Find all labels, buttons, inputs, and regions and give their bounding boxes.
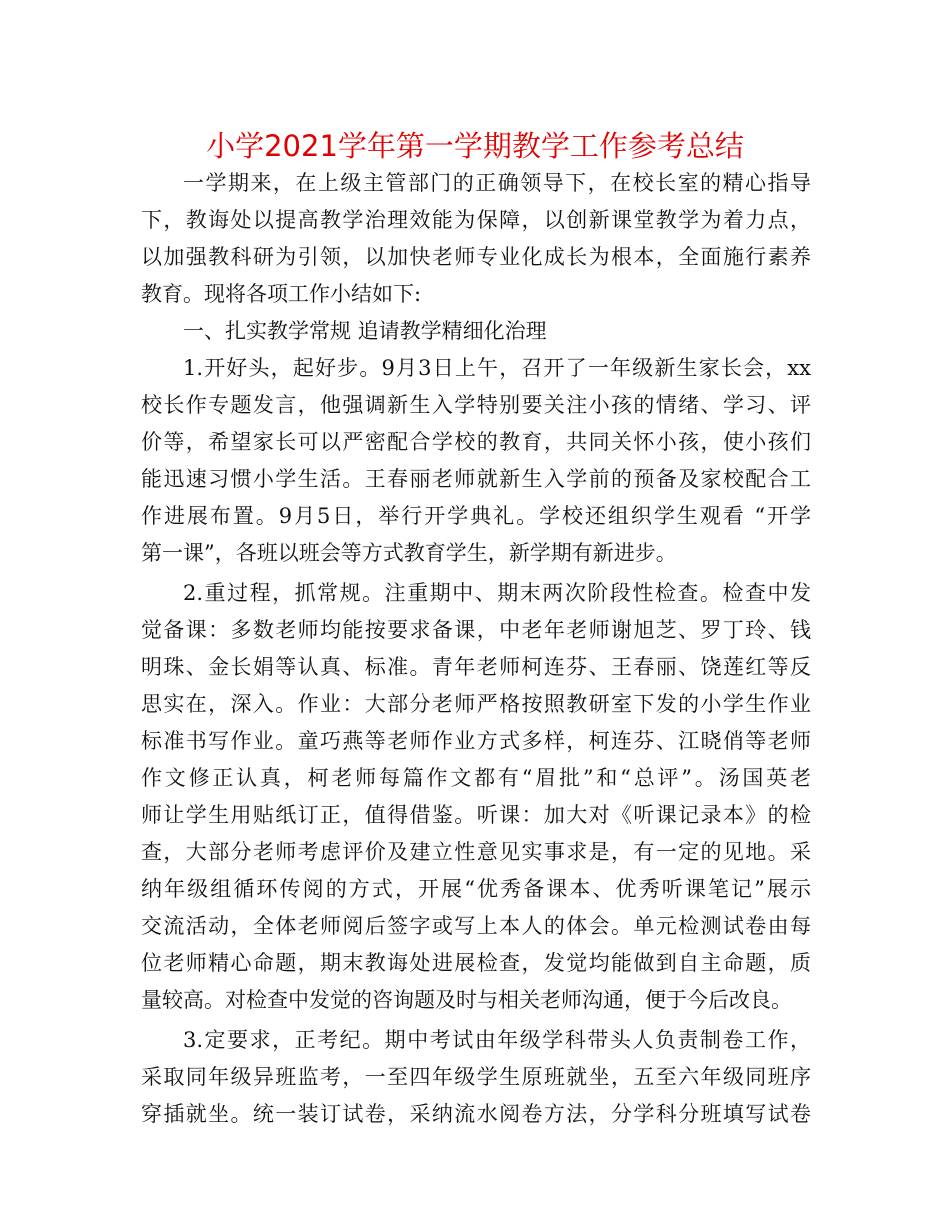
text-line: 查，大部分老师考虑评价及建立性意见实事求是，有一定的见地。采 (141, 840, 811, 864)
text-line: 采取同年级异班监考，一至四年级学生原班就坐，五至六年级同班序 (141, 1065, 811, 1089)
text-line: 觉备课：多数老师均能按要求备课，中老年老师谢旭芝、罗丁玲、钱 (141, 618, 811, 642)
text-line: 能迅速习惯小学生活。王春丽老师就新生入学前的预备及家校配合工 (141, 467, 811, 491)
text-line: 作文修正认真，柯老师每篇作文都有“眉批”和“总评”。汤国英老 (141, 766, 811, 790)
text-line: 教育。现将各项工作小结如下: (141, 282, 422, 306)
text-line: 位老师精心命题，期末教诲处进展检查，发觉均能做到自主命题，质 (141, 951, 811, 975)
text-line: 师让学生用贴纸订正，值得借鉴。听课：加大对《听课记录本》的检 (141, 803, 811, 827)
paragraph-item-2 (141, 575, 811, 1019)
text-line: 交流活动，全体老师阅后签字或写上本人的体会。单元检测试卷由每 (141, 914, 811, 938)
text-line: 明珠、金长娟等认真、标准。青年老师柯连芬、王春丽、饶莲红等反 (141, 655, 811, 679)
text-line: 思实在，深入。作业：大部分老师严格按照教研室下发的小学生作业 (141, 692, 811, 716)
text-line: 2.重过程，抓常规。注重期中、期末两次阶段性检查。检查中发 (183, 581, 811, 605)
section-heading (141, 313, 811, 350)
text-line: 价等，希望家长可以严密配合学校的教育，共同关怀小孩，使小孩们 (141, 430, 811, 454)
text-line: 一学期来，在上级主管部门的正确领导下，在校长室的精心指导 (183, 171, 811, 195)
text-line: 纳年级组循环传阅的方式，开展“优秀备课本、优秀听课笔记”展示 (141, 877, 811, 901)
text-line: 量较高。对检查中发觉的咨询题及时与相关老师沟通，便于今后改良。 (141, 988, 792, 1012)
text-line: 以加强教科研为引领，以加快老师专业化成长为根本，全面施行素养 (141, 245, 811, 269)
text-line: 标准书写作业。童巧燕等老师作业方式多样，柯连芬、江晓俏等老师 (141, 729, 811, 753)
text-line: 一、扎实教学常规 追请教学精细化治理 (183, 319, 547, 343)
paragraph-intro (141, 165, 811, 313)
paragraph-item-3 (141, 1022, 811, 1133)
text-line: 作进展布置。9月5日，举行开学典礼。学校还组织学生观看 “开学 (141, 504, 811, 528)
text-line: 3.定要求，正考纪。期中考试由年级学科带头人负责制卷工作， (183, 1028, 811, 1052)
document-title: 小学2021学年第一学期教学工作参考总结 (206, 129, 744, 163)
document-body (141, 165, 811, 1133)
text-line: 下，教诲处以提高教学治理效能为保障，以创新课堂教学为着力点， (141, 208, 811, 232)
text-line: 第一课”，各班以班会等方式教育学生，新学期有新进步。 (141, 541, 677, 565)
paragraph-item-1 (141, 350, 811, 572)
text-line: 穿插就坐。统一装订试卷，采纳流水阅卷方法，分学科分班填写试卷 (141, 1102, 811, 1126)
text-line: 1.开好头，起好步。9月3日上午，召开了一年级新生家长会，xx (183, 356, 811, 380)
text-line: 校长作专题发言，他强调新生入学特别要关注小孩的情绪、学习、评 (141, 393, 811, 417)
